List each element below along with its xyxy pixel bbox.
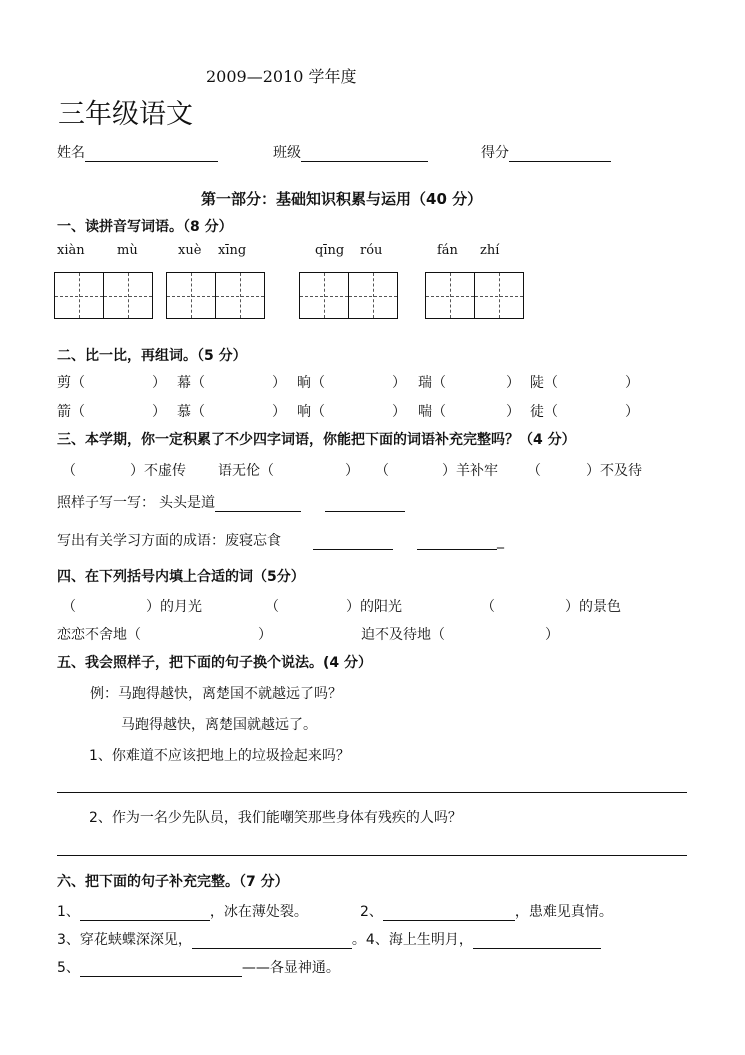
answer-line[interactable] xyxy=(57,792,687,793)
writing-box[interactable] xyxy=(215,272,265,319)
score-label: 得分 xyxy=(481,145,509,161)
q2-paren[interactable]: ） xyxy=(152,375,166,391)
underscore-mark: _ xyxy=(497,533,504,549)
q3-blank[interactable]: （ xyxy=(62,463,76,479)
q4-blank[interactable]: （ xyxy=(265,599,279,615)
q2-title: 二、比一比，再组词。（5 分） xyxy=(57,348,247,364)
answer-line[interactable] xyxy=(473,932,601,949)
q6-title: 六、把下面的句子补充完整。（7 分） xyxy=(57,874,289,890)
school-year: 2009—2010 学年度 xyxy=(206,67,357,86)
q2-paren[interactable]: ） xyxy=(152,404,166,420)
writing-box[interactable] xyxy=(348,272,398,319)
name-label: 姓名 xyxy=(57,145,85,161)
q2-char: 剪（ xyxy=(57,375,85,391)
q3-idiom: 语无伦（ xyxy=(218,463,274,479)
q2-paren[interactable]: ） xyxy=(272,375,286,391)
sentence-text: ，冰在薄处裂。 xyxy=(209,904,308,920)
example-label: 照样子写一写： xyxy=(57,495,155,511)
answer-line[interactable] xyxy=(80,960,242,977)
q2-char: 幕（ xyxy=(177,375,205,391)
page-title: 三年级语文 xyxy=(58,99,193,130)
q6-row-1 xyxy=(57,901,308,921)
pinyin-qing: qīng xyxy=(315,243,345,258)
pinyin-zhi: zhí xyxy=(480,243,500,258)
study-label: 写出有关学习方面的成语： xyxy=(57,533,225,549)
part1-heading: 第一部分：基础知识积累与运用（40 分） xyxy=(201,190,483,208)
sentence-text: ——各显神通。 xyxy=(241,960,340,976)
study-word: 废寝忘食 xyxy=(225,533,281,549)
item-number: 5、 xyxy=(57,960,80,976)
q6-row-2 xyxy=(57,929,601,949)
q5-example-question: 例：马跑得越快，离楚国不就越远了吗？ xyxy=(90,686,342,702)
q4-title: 四、在下列括号内填上合适的词（5分） xyxy=(57,569,305,585)
q6-row-3 xyxy=(57,957,340,977)
q2-char: 响（ xyxy=(297,404,325,420)
answer-line[interactable] xyxy=(192,932,352,949)
q5-item-2: 2、作为一名少先队员，我们能嘲笑那些身体有残疾的人吗？ xyxy=(89,810,462,826)
student-info xyxy=(57,142,218,162)
pinyin-xian: xiàn xyxy=(57,243,85,258)
q2-paren[interactable]: ） xyxy=(272,404,286,420)
q4-blank[interactable]: ） xyxy=(545,627,559,643)
item-number: 2、 xyxy=(360,904,383,920)
q4-blank[interactable]: ） xyxy=(258,627,272,643)
answer-line[interactable] xyxy=(313,533,393,550)
q5-example-answer: 马跑得越快，离楚国就越远了。 xyxy=(121,717,317,733)
writing-box[interactable] xyxy=(54,272,104,319)
q2-paren[interactable]: ） xyxy=(506,404,520,420)
q2-paren[interactable]: ） xyxy=(625,404,639,420)
q2-char: 慕（ xyxy=(177,404,205,420)
q3-blank[interactable]: （ xyxy=(527,463,541,479)
answer-line[interactable] xyxy=(417,533,497,550)
answer-line[interactable] xyxy=(80,904,210,921)
q3-idiom: ）不及待 xyxy=(586,463,642,479)
q6-row-1b xyxy=(360,901,613,921)
score-field[interactable] xyxy=(509,145,611,162)
writing-box[interactable] xyxy=(166,272,216,319)
q2-char: 陡（ xyxy=(530,375,558,391)
sentence-text: 。4、海上生明月， xyxy=(351,932,473,948)
class-label: 班级 xyxy=(273,145,301,161)
q1-title: 一、读拼音写词语。（8 分） xyxy=(57,219,233,235)
class-field[interactable] xyxy=(301,145,428,162)
q3-example-row xyxy=(57,492,405,512)
q2-char: 箭（ xyxy=(57,404,85,420)
pinyin-xing: xīng xyxy=(218,243,247,258)
q2-char: 徒（ xyxy=(530,404,558,420)
pinyin-rou: róu xyxy=(360,243,383,258)
q3-idiom: ）不虚传 xyxy=(130,463,186,479)
pinyin-fan: fán xyxy=(437,243,458,258)
q3-blank[interactable]: ） xyxy=(345,463,359,479)
q4-phrase: 迫不及待地（ xyxy=(361,627,445,643)
q5-title: 五、我会照样子，把下面的句子换个说法。(4 分） xyxy=(57,655,373,671)
q4-phrase: ）的阳光 xyxy=(346,599,402,615)
q3-idiom: ）羊补牢 xyxy=(442,463,498,479)
q3-blank[interactable]: （ xyxy=(375,463,389,479)
q2-paren[interactable]: ） xyxy=(506,375,520,391)
answer-line[interactable] xyxy=(383,904,515,921)
item-number: 1、 xyxy=(57,904,80,920)
q4-phrase: ）的月光 xyxy=(146,599,202,615)
q2-paren[interactable]: ） xyxy=(625,375,639,391)
answer-line[interactable] xyxy=(215,495,301,512)
writing-box[interactable] xyxy=(425,272,475,319)
q2-paren[interactable]: ） xyxy=(392,375,406,391)
writing-box[interactable] xyxy=(474,272,524,319)
q2-paren[interactable]: ） xyxy=(392,404,406,420)
pinyin-xue: xuè xyxy=(178,243,202,258)
q4-blank[interactable]: （ xyxy=(481,599,495,615)
q3-study-row xyxy=(57,530,504,550)
q5-item-1: 1、你难道不应该把地上的垃圾捡起来吗？ xyxy=(89,748,350,764)
q3-title: 三、本学期，你一定积累了不少四字词语，你能把下面的词语补充完整吗？（4 分） xyxy=(57,432,576,448)
q4-phrase: 恋恋不舍地（ xyxy=(57,627,141,643)
q4-phrase: ）的景色 xyxy=(565,599,621,615)
pinyin-mu: mù xyxy=(117,243,138,258)
writing-box[interactable] xyxy=(103,272,153,319)
writing-box[interactable] xyxy=(299,272,349,319)
q4-blank[interactable]: （ xyxy=(62,599,76,615)
sentence-text: 3、穿花蛱蝶深深见， xyxy=(57,932,192,948)
sentence-text: ，患难见真情。 xyxy=(514,904,613,920)
answer-line[interactable] xyxy=(57,855,687,856)
q2-char: 晌（ xyxy=(297,375,325,391)
example-word: 头头是道 xyxy=(159,495,215,511)
q2-char: 瑞（ xyxy=(418,375,446,391)
answer-line[interactable] xyxy=(325,495,405,512)
name-field[interactable] xyxy=(85,145,218,162)
q2-char: 喘（ xyxy=(418,404,446,420)
